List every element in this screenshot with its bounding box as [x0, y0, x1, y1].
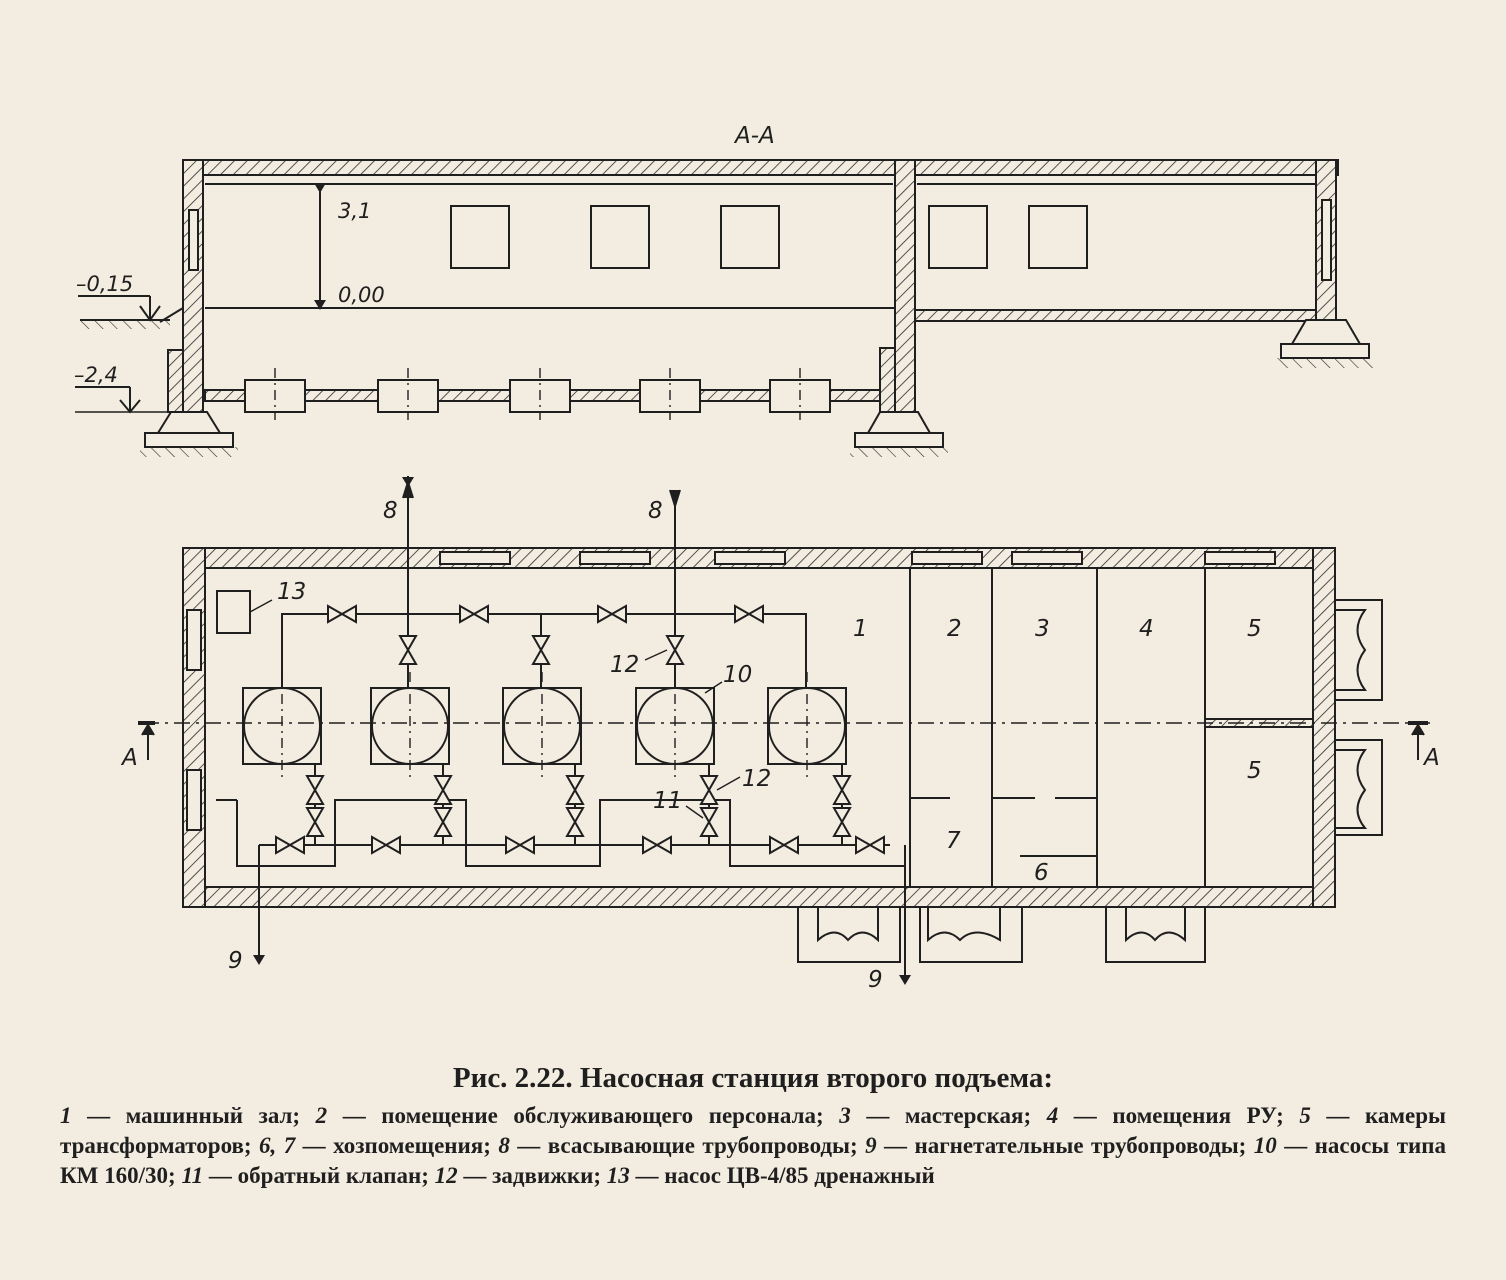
label-13: 13	[277, 579, 307, 605]
room-label-5b: 5	[1247, 758, 1262, 784]
label-10: 10	[723, 662, 753, 688]
section-view	[74, 123, 1374, 457]
caption-legend	[60, 1101, 1446, 1191]
legend-item: 6, 7 — хозпомещения;	[259, 1133, 499, 1158]
caption-title: Рис. 2.22. Насосная станция второго подъема:	[452, 1062, 1054, 1094]
right-wall-opening	[1322, 200, 1331, 280]
level-zero: 0,00	[338, 283, 385, 307]
room-label-3: 3	[1035, 616, 1050, 642]
floor-slab-right	[915, 310, 1316, 321]
section-label: А-А	[735, 123, 775, 149]
legend-item: 10 — насосы типа КМ 160/30;	[60, 1133, 1447, 1188]
room-label-6: 6	[1034, 860, 1049, 886]
cut-marker-left	[138, 723, 155, 760]
cut-label-right: А	[1424, 745, 1440, 771]
plan-gates-right	[1335, 600, 1382, 835]
room-label-1: 1	[853, 616, 868, 642]
room-label-2: 2	[947, 616, 962, 642]
section-windows	[451, 206, 1087, 268]
middle-wall	[895, 160, 915, 412]
level-mark-ground	[78, 296, 160, 320]
level-ground: –0,15	[76, 272, 134, 296]
footing-right	[1276, 320, 1374, 368]
legend-item: 11 — обратный клапан;	[181, 1163, 435, 1188]
room-label-5a: 5	[1247, 616, 1262, 642]
suction-valves	[400, 636, 683, 664]
plan-wall-bottom	[183, 887, 1335, 907]
figure-caption	[60, 1062, 1446, 1191]
legend-item: 13 — насос ЦВ-4/85 дренажный	[606, 1163, 935, 1188]
plan-view	[120, 476, 1440, 993]
room-label-4: 4	[1139, 616, 1154, 642]
label-12-bottom: 12	[742, 766, 772, 792]
legend-item: 4 — помещения РУ;	[1046, 1103, 1300, 1128]
legend-item: 1 — машинный зал;	[60, 1103, 316, 1128]
level-mark-basement	[75, 387, 168, 412]
legend-item: 9 — нагнетательные трубопроводы;	[865, 1133, 1254, 1158]
label-8-right: 8	[648, 498, 663, 524]
label-11: 11	[653, 788, 683, 814]
height-value: 3,1	[338, 199, 372, 223]
left-wall	[183, 160, 203, 412]
level-basement: –2,4	[74, 363, 118, 387]
drain-pump-13	[217, 591, 250, 633]
label-8-left: 8	[383, 498, 398, 524]
legend-item: 3 — мастерская;	[839, 1103, 1047, 1128]
pumps	[243, 672, 846, 780]
roof-slab	[183, 160, 1338, 175]
legend-item: 2 — помещение обслуживающего персонала;	[315, 1103, 840, 1128]
plan-wall-left	[183, 548, 205, 907]
label-9-right: 9	[868, 967, 883, 993]
cut-label-left: А	[122, 745, 138, 771]
legend-item: 8 — всасывающие трубопроводы;	[498, 1133, 866, 1158]
plan-doors-bottom	[798, 907, 1205, 962]
legend-item: 5 — камеры трансформаторов;	[60, 1103, 1447, 1158]
room-label-7: 7	[946, 828, 961, 854]
label-9-left: 9	[228, 948, 243, 974]
left-wall-opening	[189, 210, 198, 270]
plan-wall-right	[1313, 548, 1335, 907]
label-12-top: 12	[610, 652, 640, 678]
legend-item: 12 — задвижки;	[434, 1163, 607, 1188]
